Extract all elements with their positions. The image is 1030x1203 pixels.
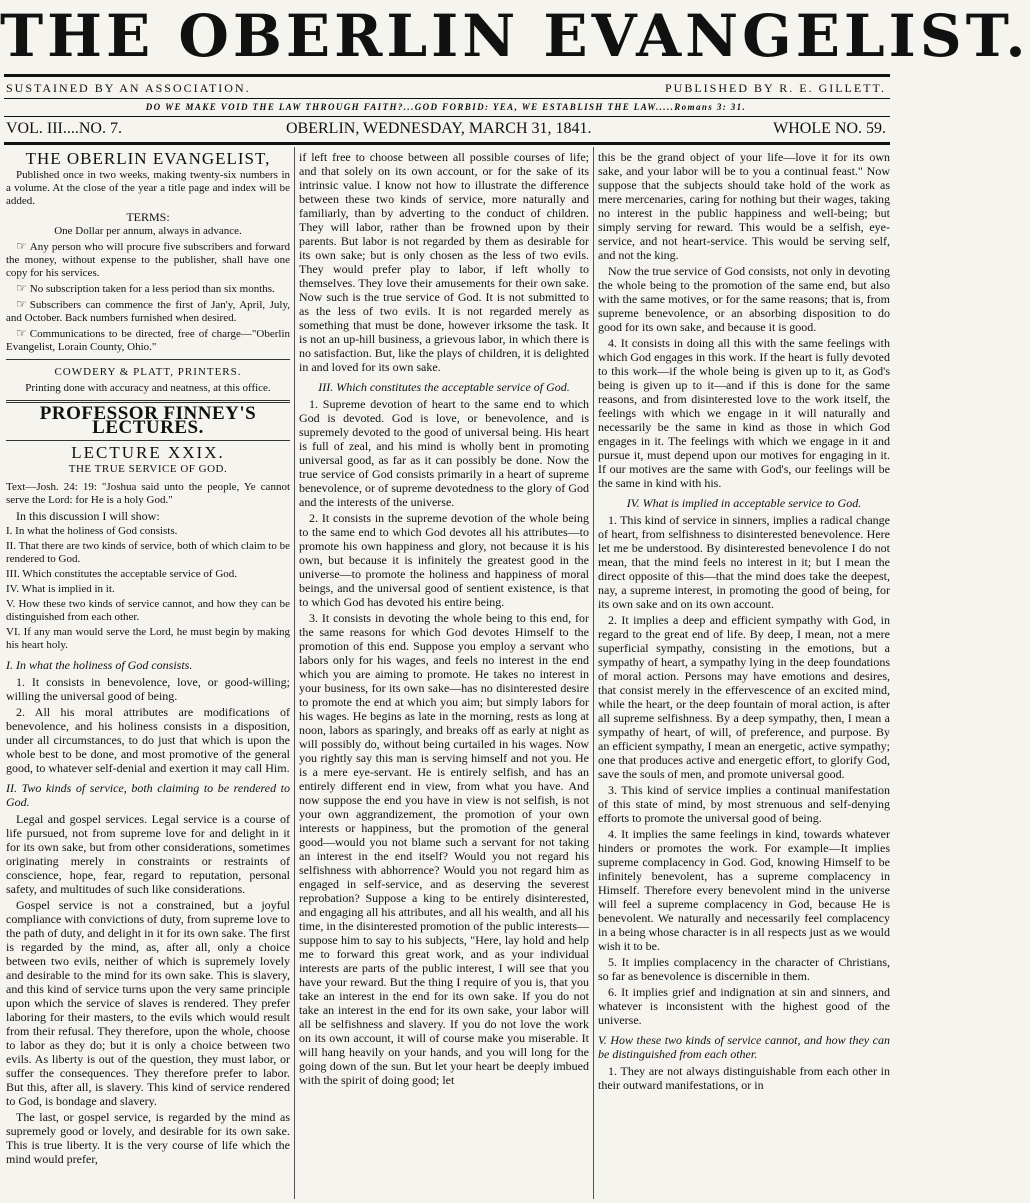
- outline-item: V. How these two kinds of service cannot, and how they can be distinguished from each other.: [6, 598, 290, 623]
- divider: [6, 359, 290, 360]
- section-heading: II. Two kinds of service, both claiming to be rendered to God.: [6, 781, 290, 809]
- publication-info: Published once in two weeks, making twenty-six numbers in a volume. At the close of the year a title page and index will be added.: [6, 169, 290, 207]
- paragraph: 1. It consists in benevolence, love, or good-willing; willing the universal good of being.: [6, 675, 290, 703]
- pointing-hand-icon: ☞: [16, 326, 27, 340]
- scripture-text: Text—Josh. 24: 19: "Joshua said unto the people, Ye cannot serve the Lord: for He is a holy God.": [6, 481, 290, 506]
- issue-line: [6, 119, 886, 139]
- notice-text: No subscription taken for a less period than six months.: [29, 283, 275, 295]
- paragraph: 3. It consists in devoting the whole being to this end, for the same reasons for which God devotes Himself to the promotion of this end. Suppose you employ a servant who labors only for his wages, and feels no interest in the end which you are aiming to promote. He takes no interest in your business, for its own sake—has no disinterested desire to promote the end at which you aim; but simply labors for his wages. He begins as late in the morning, rests as long at noon, labors as sparingly, and breaks off as early at night as will possibly do, without being curtailed in his wages. Now you rightly say this man is serving himself and not you. He is a mere eye-servant. He is entirely selfish, and has an entirely different end in view, from what you have. And now suppose the end you have in view is not selfish, is not your own aggrandizement, the promotion of your own interests or happiness, but the promotion of the general good—would you not blame such a servant for not taking an interest in the end itself? Would you not regard his selfishness with abhorrence? Would you not regard him as engaged in self-service, and as deserving the severest reprobation? Suppose a king to be entirely disinterested, and engaging all his attributes, and all his wealth, and all his time, in the disinterested promotion of the public interests—suppose him to say to his subjects, "Here, lay hold and help me to forward this great work, and as your individual interests are parts of the public interest, I will see that you have your reward. But the thing I require of you is, that you take an interest in the end for its own sake. If you do not take an interest in the end for its own sake, your labor will all be selfishness and slavery. If you do not love the work on its own account, it will of course make you miserable. It will hang heavily on your hands, and you will long for the going down of the sun. But let your heart be deeply imbued with the spirit of doing good; let: [299, 611, 589, 1087]
- masthead-rule: [4, 74, 890, 77]
- notice-item: [6, 298, 290, 325]
- rule: [4, 98, 890, 99]
- paragraph: 5. It implies complacency in the character of Christians, so far as benevolence is discernible in them.: [598, 955, 890, 983]
- outline-item: II. That there are two kinds of service, both of which claim to be rendered to God.: [6, 540, 290, 565]
- outline-item: III. Which constitutes the acceptable service of God.: [6, 568, 238, 580]
- notice-text: Subscribers can commence the first of Jan'y, April, July, and October. Back numbers furnished when desired.: [6, 299, 290, 324]
- column-1: [6, 150, 290, 1200]
- paragraph: 3. This kind of service implies a continual manifestation of this state of mind, by most strenuous and self-denying efforts to promote the universal good of being.: [598, 783, 890, 825]
- outline-item: IV. What is implied in it.: [6, 583, 115, 595]
- column-2: [299, 150, 589, 1200]
- paragraph: The last, or gospel service, is regarded by the mind as supremely good or lovely, and desirable for its own sake. This is true liberty. It is the very course of life which the mind would prefer,: [6, 1110, 290, 1166]
- paragraph: 1. Supreme devotion of heart to the same end to which God is devoted. God is love, or benevolence, and is supremely devoted to the good of universal being. His heart is full of zeal, and his mind is wholly bent in promoting universal good, as far as it can possibly be done. Now the true service of God consists primarily in a heart of supreme benevolence, or of supreme devotedness to the glory of God and the interests of the universe.: [299, 397, 589, 509]
- outline-item: I. In what the holiness of God consists.: [6, 525, 178, 537]
- paragraph: Legal and gospel services. Legal service is a course of life pursued, not from supreme love for and delight in it for its own sake, but from other considerations, sometimes originating merely in constraints or restraints of conscience, hope, fear, regard to reputation, personal safety, and multitudes of such like considerations.: [6, 812, 290, 896]
- pointing-hand-icon: ☞: [16, 297, 27, 311]
- sustained-by: SUSTAINED BY AN ASSOCIATION.: [6, 81, 251, 95]
- outline-item: VI. If any man would serve the Lord, he must begin by making his heart holy.: [6, 626, 290, 651]
- paragraph: 6. It implies grief and indignation at sin and sinners, and whatever is inconsistent with the highest good of the universe.: [598, 985, 890, 1027]
- motto: DO WE MAKE VOID THE LAW THROUGH FAITH?...GOD FORBID: YEA, WE ESTABLISH THE LAW.....Romans 3: 31.: [145, 102, 747, 112]
- rule: [4, 116, 890, 117]
- notice-text: Any person who will procure five subscribers and forward the money, without expense to the publisher, shall have one copy for his services.: [6, 241, 290, 279]
- paragraph: 1. This kind of service in sinners, implies a radical change of heart, from selfishness to disinterested benevolence. Here let me be understood. By disinterested benevolence I do not mean, that the mind feels no interest in it; but I mean the direct opposite of this—that the mind does take the deepest, nay, a supreme interest, in promoting the good of being, for its own sake and on its own account.: [598, 513, 890, 611]
- notice-item: [6, 240, 290, 280]
- lecture-subtitle: THE TRUE SERVICE OF GOD.: [68, 463, 228, 475]
- volume-number: VOL. III....NO. 7.: [6, 120, 122, 137]
- intro: In this discussion I will show:: [16, 509, 160, 523]
- printing-notice: Printing done with accuracy and neatness, at this office.: [25, 382, 271, 394]
- paragraph: 2. All his moral attributes are modifications of benevolence, and his holiness consists in a disposition, under all circumstances, to do just that which is upon the whole best to be done, and most promotive of the general good, to whatever self-denial and exertion it may call Him.: [6, 705, 290, 775]
- paragraph: 2. It consists in the supreme devotion of the whole being to the same end to which God devotes all his attributes—to promote his own happiness and glory, not because it is his own, but because it is infinitely the greatest good in the universe—to promote the holiness and happiness of moral beings, and the universal good of sentient existence, is that to which God has devoted his entire being.: [299, 511, 589, 609]
- paragraph: if left free to choose between all possible courses of life; and that solely on its own account, or for the sake of its intrinsic value. I know not how to illustrate the difference between these two kinds of service, more naturally and familiarly, than by adverting to the conduct of children. They will labor, rather than be frowned upon by their parents. But labor is not regarded by them as desirable for its own sake; but is only chosen as the less of two evils. They would prefer play to labor, if left wholly to themselves. They love their amusements for their own sake. Now such is the true service of God. It is not submitted to as the less of two evils. It is not regarded merely as something that must be done, however irksome the task. It is not an up-hill business, a grievous labor, in which there is no satisfaction. But, like the plays of children, it is delighted in and loved for its own sake.: [299, 150, 589, 374]
- paragraph: 1. They are not always distinguishable from each other in their outward manifestations, or in: [598, 1064, 890, 1092]
- paragraph: 4. It implies the same feelings in kind, towards whatever hinders or promotes the work. For example—It implies supreme complacency in God. God, knowing Himself to be infinitely benevolent, has a supreme complacency in Himself. Therefore every benevolent mind in the universe will feel a supreme complacency in God, because He is benevolent. We naturally and necessarily feel complacency in a being whose character is in all respects just as we would wish it to be.: [598, 827, 890, 953]
- paragraph: 2. It implies a deep and efficient sympathy with God, in regard to the great end of life. By deep, I mean, not a mere superficial sympathy, consisting in the emotions, but a sympathy of heart, a sympathy lying in the deep foundations of moral action. Persons may have emotions and desires, that consist merely in the effervescence of an excited mind, while the heart, or the deep fountain of moral action, is after all supreme selfishness. By a deep sympathy, then, I mean a sympathy of heart, of will, of preference, and purpose. By an efficient sympathy, I mean an energetic, active sympathy; one that produces active and energetic effort, to glorify God, save the souls of men, and promote universal good.: [598, 613, 890, 781]
- publisher: PUBLISHED BY R. E. GILLETT.: [665, 81, 886, 95]
- publisher-line: [6, 80, 886, 96]
- pointing-hand-icon: ☞: [16, 239, 27, 253]
- section-heading: III. Which constitutes the acceptable service of God.: [318, 380, 570, 394]
- notice-text: Communications to be directed, free of charge—"Oberlin Evangelist, Lorain County, Ohio.": [6, 328, 290, 353]
- terms-price: One Dollar per annum, always in advance.: [54, 225, 242, 237]
- pointing-hand-icon: ☞: [16, 281, 27, 295]
- paragraph: Now the true service of God consists, not only in devoting the whole being to the promotion of the same end, but also with the same motives, or for the same reasons; that is, from supreme benevolence, or an absorbing disposition to do good for its own sake, and because it is good.: [598, 264, 890, 334]
- column-divider: [294, 147, 295, 1199]
- notice-item: [6, 282, 290, 296]
- terms-label: TERMS:: [126, 210, 170, 224]
- notice-item: [6, 327, 290, 354]
- paragraph: this be the grand object of your life—love it for its own sake, and your labor will be to you a continual feast." Now suppose that the subjects should take hold of the work as mere mercenaries, caring for nothing but their wages, taking no interest in the public happiness and well-being; but simply serving for reward. This would be a selfish, eye-service, and not heart-service. This would be serving self, and not the king.: [598, 150, 890, 262]
- column-3: [598, 150, 890, 1200]
- publication-box-title: THE OBERLIN EVANGELIST,: [25, 149, 271, 168]
- section-heading: IV. What is implied in acceptable service to God.: [626, 496, 862, 510]
- masthead-title: THE OBERLIN EVANGELIST.: [0, 2, 1030, 70]
- dateline: OBERLIN, WEDNESDAY, MARCH 31, 1841.: [286, 120, 592, 137]
- paragraph: Gospel service is not a constrained, but a joyful compliance with convictions of duty, from supreme love to the path of duty, and delight in it for its own sake. The first is regarded by the mind, as, after all, only a choice between two evils, neither of which is supremely lovely and desirable to the mind for its own sake. This is slavery, and this kind of service turns upon the very same principle upon which the service of slaves is rendered. They prefer laboring for their masters, to the evils which would result from their refusal. They therefore, upon the whole, choose to labor as they do; but it is only a choice between two evils. As liberty is out of the question, they must labor, or suffer the consequences. They therefore prefer to labor. But this, after all, is slavery. This kind of service rendered to God, is bondage and slavery.: [6, 898, 290, 1108]
- column-divider: [593, 147, 594, 1199]
- divider: [6, 440, 290, 441]
- paragraph: 4. It consists in doing all this with the same feelings with which God engages in this work. If the heart is fully devoted to this work—if the whole being is given up to it, as God's being is given up to it—and if this is done for the same reasons, and from disinterested love to the work itself, the feelings with which we engage in it will naturally and necessarily be the same in kind as those in which God engages in it. The feelings with which we engage in it and pursue it, must depend upon our motives for engaging in it. If our motives are the same with God's, our feelings will be the same in kind with his.: [598, 336, 890, 490]
- lecture-number: LECTURE XXIX.: [71, 443, 225, 462]
- lectures-title: PROFESSOR FINNEY'S LECTURES.: [39, 403, 257, 438]
- printers: COWDERY & PLATT, PRINTERS.: [54, 366, 242, 378]
- issue-rule: [4, 142, 890, 145]
- section-heading: I. In what the holiness of God consists.: [6, 658, 193, 672]
- section-heading: V. How these two kinds of service cannot, and how they can be distinguished from each other.: [598, 1033, 890, 1061]
- whole-number: WHOLE NO. 59.: [773, 120, 886, 137]
